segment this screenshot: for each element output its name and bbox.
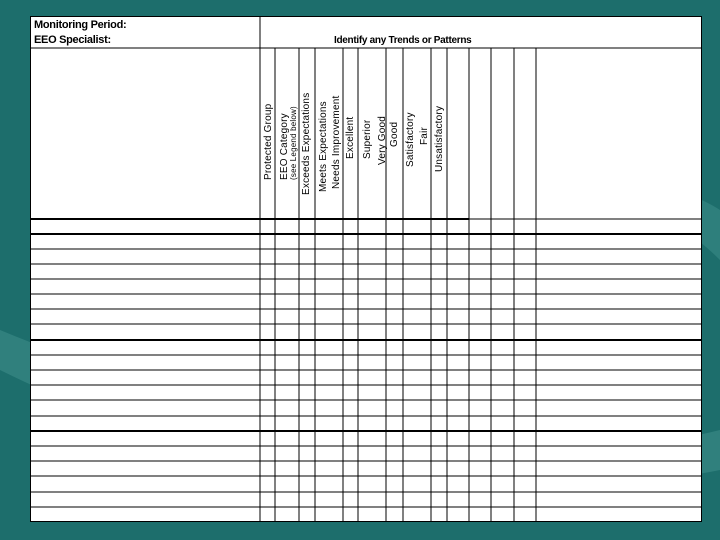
trends-title: Identify any Trends or Patterns: [334, 35, 472, 46]
column-satisfactory: Satisfactory: [405, 112, 416, 167]
column-superior: Superior: [362, 119, 373, 159]
monitoring-period-label: Monitoring Period:: [34, 19, 127, 31]
column-very-good: Very Good: [377, 115, 388, 165]
column-exceeds-expectations: Exceeds Expectations: [301, 92, 312, 195]
column-fair: Fair: [419, 126, 430, 145]
column-meets-expectations: Meets Expectations: [318, 101, 329, 192]
column-unsatisfactory: Unsatisfactory: [434, 105, 445, 172]
evaluation-form: [30, 16, 702, 522]
column-excellent: Excellent: [345, 116, 356, 159]
form-grid: [31, 17, 703, 523]
column-good: Good: [389, 121, 400, 147]
column-eeo-category: EEO Category: [279, 113, 290, 180]
eeo-specialist-label: EEO Specialist:: [34, 34, 111, 46]
column-protected-group: Protected Group: [263, 103, 274, 180]
column-eeo-category-note: (see Legend below): [289, 106, 298, 180]
column-needs-improvement: Needs Improvement: [331, 95, 342, 189]
